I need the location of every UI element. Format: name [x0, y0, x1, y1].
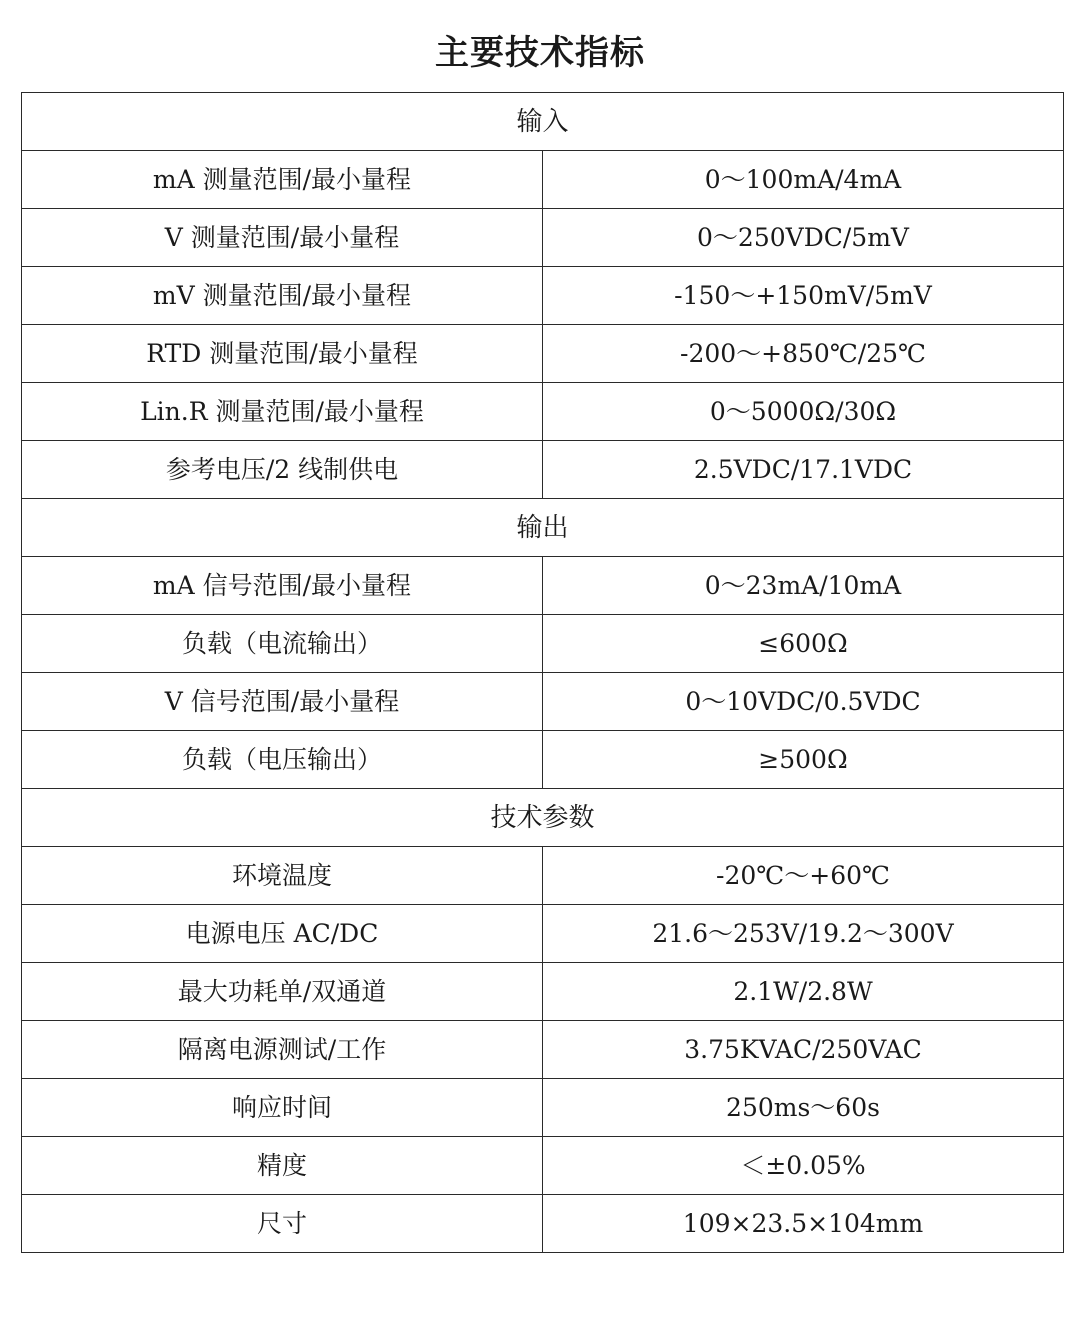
- table-row: [22, 847, 1064, 905]
- spec-label: mA 信号范围/最小量程: [22, 557, 543, 615]
- table-row: [22, 1021, 1064, 1079]
- section-heading: 输出: [22, 499, 1064, 557]
- spec-value: 2.1W/2.8W: [543, 963, 1064, 1021]
- spec-table: [21, 92, 1064, 1253]
- spec-label: 最大功耗单/双通道: [22, 963, 543, 1021]
- table-row: [22, 383, 1064, 441]
- table-row: [22, 267, 1064, 325]
- table-row: [22, 963, 1064, 1021]
- spec-label: V 测量范围/最小量程: [22, 209, 543, 267]
- table-row: [22, 615, 1064, 673]
- section-heading: 技术参数: [22, 789, 1064, 847]
- spec-value: 2.5VDC/17.1VDC: [543, 441, 1064, 499]
- spec-label: 尺寸: [22, 1195, 543, 1253]
- spec-label: 响应时间: [22, 1079, 543, 1137]
- spec-value: 3.75KVAC/250VAC: [543, 1021, 1064, 1079]
- spec-label: RTD 测量范围/最小量程: [22, 325, 543, 383]
- spec-label: 负载（电流输出）: [22, 615, 543, 673]
- table-row: [22, 1195, 1064, 1253]
- section-heading: 输入: [22, 93, 1064, 151]
- table-row: [22, 1137, 1064, 1195]
- table-row: [22, 731, 1064, 789]
- section-row: [22, 499, 1064, 557]
- spec-label: mV 测量范围/最小量程: [22, 267, 543, 325]
- spec-value: ＜±0.05%: [543, 1137, 1064, 1195]
- section-row: [22, 93, 1064, 151]
- table-row: [22, 325, 1064, 383]
- spec-value: 250ms～60s: [543, 1079, 1064, 1137]
- spec-label: V 信号范围/最小量程: [22, 673, 543, 731]
- spec-value: ≤600Ω: [543, 615, 1064, 673]
- spec-value: ≥500Ω: [543, 731, 1064, 789]
- spec-label: 精度: [22, 1137, 543, 1195]
- spec-value: 21.6～253V/19.2～300V: [543, 905, 1064, 963]
- spec-label: 电源电压 AC/DC: [22, 905, 543, 963]
- spec-label: mA 测量范围/最小量程: [22, 151, 543, 209]
- spec-label: 隔离电源测试/工作: [22, 1021, 543, 1079]
- spec-value: -150～+150mV/5mV: [543, 267, 1064, 325]
- table-row: [22, 1079, 1064, 1137]
- spec-value: 0～10VDC/0.5VDC: [543, 673, 1064, 731]
- page-title: 主要技术指标: [435, 33, 645, 73]
- table-row: [22, 905, 1064, 963]
- section-row: [22, 789, 1064, 847]
- spec-value: 109×23.5×104mm: [543, 1195, 1064, 1253]
- spec-value: 0～23mA/10mA: [543, 557, 1064, 615]
- spec-value: 0～250VDC/5mV: [543, 209, 1064, 267]
- table-row: [22, 557, 1064, 615]
- table-row: [22, 209, 1064, 267]
- spec-value: 0～5000Ω/30Ω: [543, 383, 1064, 441]
- spec-label: Lin.R 测量范围/最小量程: [22, 383, 543, 441]
- spec-label: 环境温度: [22, 847, 543, 905]
- spec-label: 负载（电压输出）: [22, 731, 543, 789]
- table-row: [22, 151, 1064, 209]
- table-row: [22, 673, 1064, 731]
- spec-value: -20℃～+60℃: [543, 847, 1064, 905]
- spec-value: 0～100mA/4mA: [543, 151, 1064, 209]
- table-row: [22, 441, 1064, 499]
- spec-label: 参考电压/2 线制供电: [22, 441, 543, 499]
- spec-value: -200～+850℃/25℃: [543, 325, 1064, 383]
